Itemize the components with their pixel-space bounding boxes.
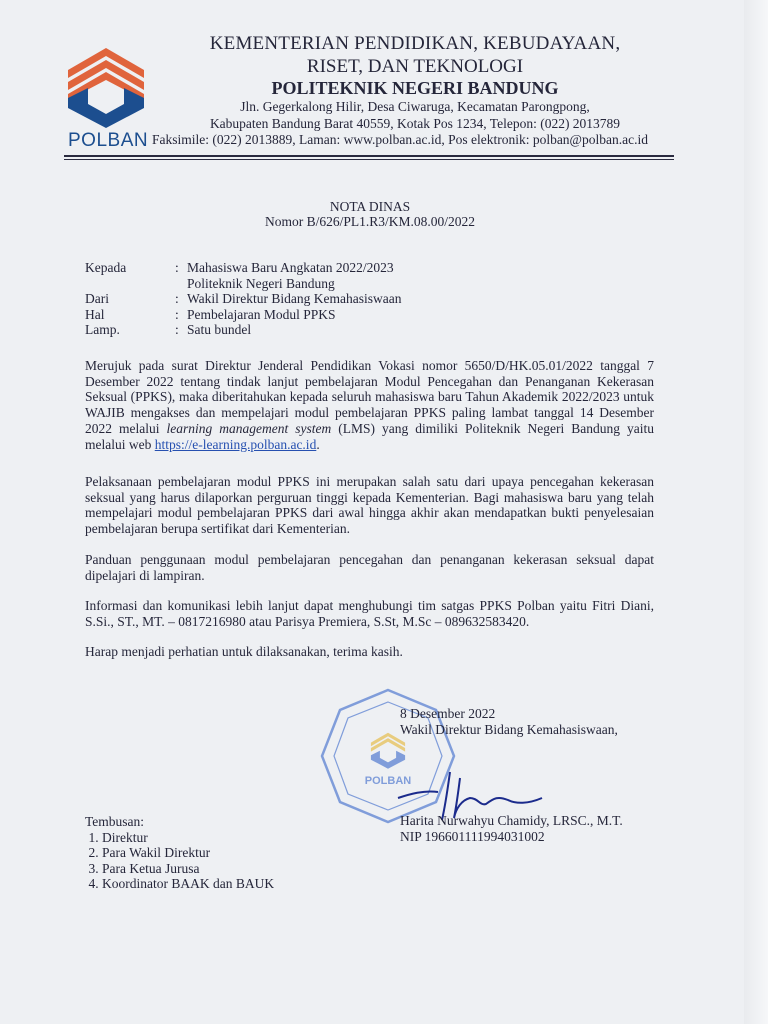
paragraph-text: Pelaksanaan pembelajaran modul PPKS ini merupakan salah satu dari upaya pencegahan kekerasan seksual yang harus dilaporkan perguruan tinggi kepada Kementerian. Bagi mahasiswa baru yang telah mempelajari modul pembelajaran PPKS dari awal hingga akhir akan mendapatkan bukti penyelesaian pembelajaran berupa sertifikat dari Kementerian. [85, 474, 654, 537]
ministry-line-2: RISET, DAN TEKNOLOGI [306, 56, 524, 77]
paragraph-text: Panduan penggunaan modul pembelajaran pencegahan dan penanganan kekerasan seksual dapat dipelajari di lampiran. [85, 552, 654, 583]
carbon-copy-item: 3. Para Ketua Jurusa [102, 861, 274, 877]
address-line-3: Faksimile: (022) 2013889, Laman: www.polban.ac.id, Pos elektronik: polban@polban.ac.id [152, 132, 648, 147]
address-line-2: Kabupaten Bandung Barat 40559, Kotak Pos 1234, Telepon: (022) 2013789 [209, 116, 621, 131]
carbon-copy-label: Tembusan: [85, 814, 145, 829]
letterhead-rule-thick [64, 155, 674, 157]
field-separator: : [175, 291, 179, 306]
field-value: Wakil Direktur Bidang Kemahasiswaan [187, 291, 402, 306]
address-line-1: Jln. Gegerkalong Hilir, Desa Ciwaruga, Kecamatan Parongpong, [240, 99, 590, 114]
lms-abbreviation: (LMS) [331, 420, 375, 436]
signature-date: 8 Desember 2022 [400, 706, 496, 721]
body-paragraph-3 [85, 552, 654, 583]
institution-name: POLITEKNIK NEGERI BANDUNG [271, 78, 559, 98]
paragraph-text: . [316, 436, 320, 452]
signatory-nip: NIP 196601111994031002 [400, 829, 545, 844]
document-title: NOTA DINAS [329, 199, 411, 214]
carbon-copy-item: 1. Direktur [102, 830, 274, 846]
field-separator: : [175, 322, 179, 337]
signature-position: Wakil Direktur Bidang Kemahasiswaan, [400, 722, 618, 737]
letterhead-rule-thin [64, 159, 674, 160]
field-value: Mahasiswa Baru Angkatan 2022/2023 [187, 260, 394, 275]
paragraph-text: Merujuk pada surat Direktur Jenderal Pendidikan Vokasi nomor 5650/D/HK.05.01/2022 tanggal 7 Desember 2022 tentang tindak lanjut pembelajaran Modul Pencegahan dan Penanganan Kekerasan Seksual (PPKS), maka diberitahukan kepada seluruh mahasiswa baru Tahun Akademik 2022/2023 untuk WAJIB mengakses dan mempelajari modul pembelajaran PPKS paling lambat tanggal 14 Desember 2022 melalui [85, 358, 654, 436]
paragraph-text: Informasi dan komunikasi lebih lanjut dapat menghubungi tim satgas PPKS Polban yaitu Fitri Diani, S.Si., ST., MT. – 0817216980 atau Parisya Premiera, S.St, M.Sc – 089632583420. [85, 598, 654, 629]
signatory-name: Harita Nurwahyu Chamidy, LRSC., M.T. [400, 813, 623, 828]
carbon-copy-list [85, 814, 274, 892]
stamp-label: POLBAN [364, 775, 412, 787]
lms-term: learning management system [166, 420, 332, 436]
ministry-line-1: KEMENTERIAN PENDIDIKAN, KEBUDAYAAN, [209, 33, 621, 54]
body-paragraph-1 [85, 358, 654, 452]
field-label: Lamp. [85, 322, 120, 337]
field-separator: : [175, 306, 179, 322]
field-value: Pembelajaran Modul PPKS [187, 306, 336, 322]
field-value: Satu bundel [187, 322, 252, 337]
field-label: Hal [85, 306, 105, 322]
carbon-copy-item: 4. Koordinator BAAK dan BAUK [102, 876, 274, 892]
field-label: Dari [85, 291, 109, 306]
body-paragraph-5 [85, 644, 654, 660]
paragraph-text: Harap menjadi perhatian untuk dilaksanakan, terima kasih. [85, 644, 403, 659]
logo-wordmark: POLBAN [68, 130, 149, 151]
body-paragraph-2 [85, 474, 654, 537]
field-label: Kepada [85, 260, 127, 275]
document-number: Nomor B/626/PL1.R3/KM.08.00/2022 [264, 214, 475, 229]
page-edge [744, 0, 768, 1024]
field-value: Politeknik Negeri Bandung [187, 275, 335, 291]
elearning-link[interactable]: https://e-learning.polban.ac.id [154, 436, 317, 452]
carbon-copy-item: 2. Para Wakil Direktur [102, 845, 274, 861]
paragraph-text: yang dimiliki Politeknik Negeri Bandung yaitu melalui web [85, 420, 654, 452]
field-separator: : [175, 260, 179, 275]
body-paragraph-4 [85, 598, 654, 629]
